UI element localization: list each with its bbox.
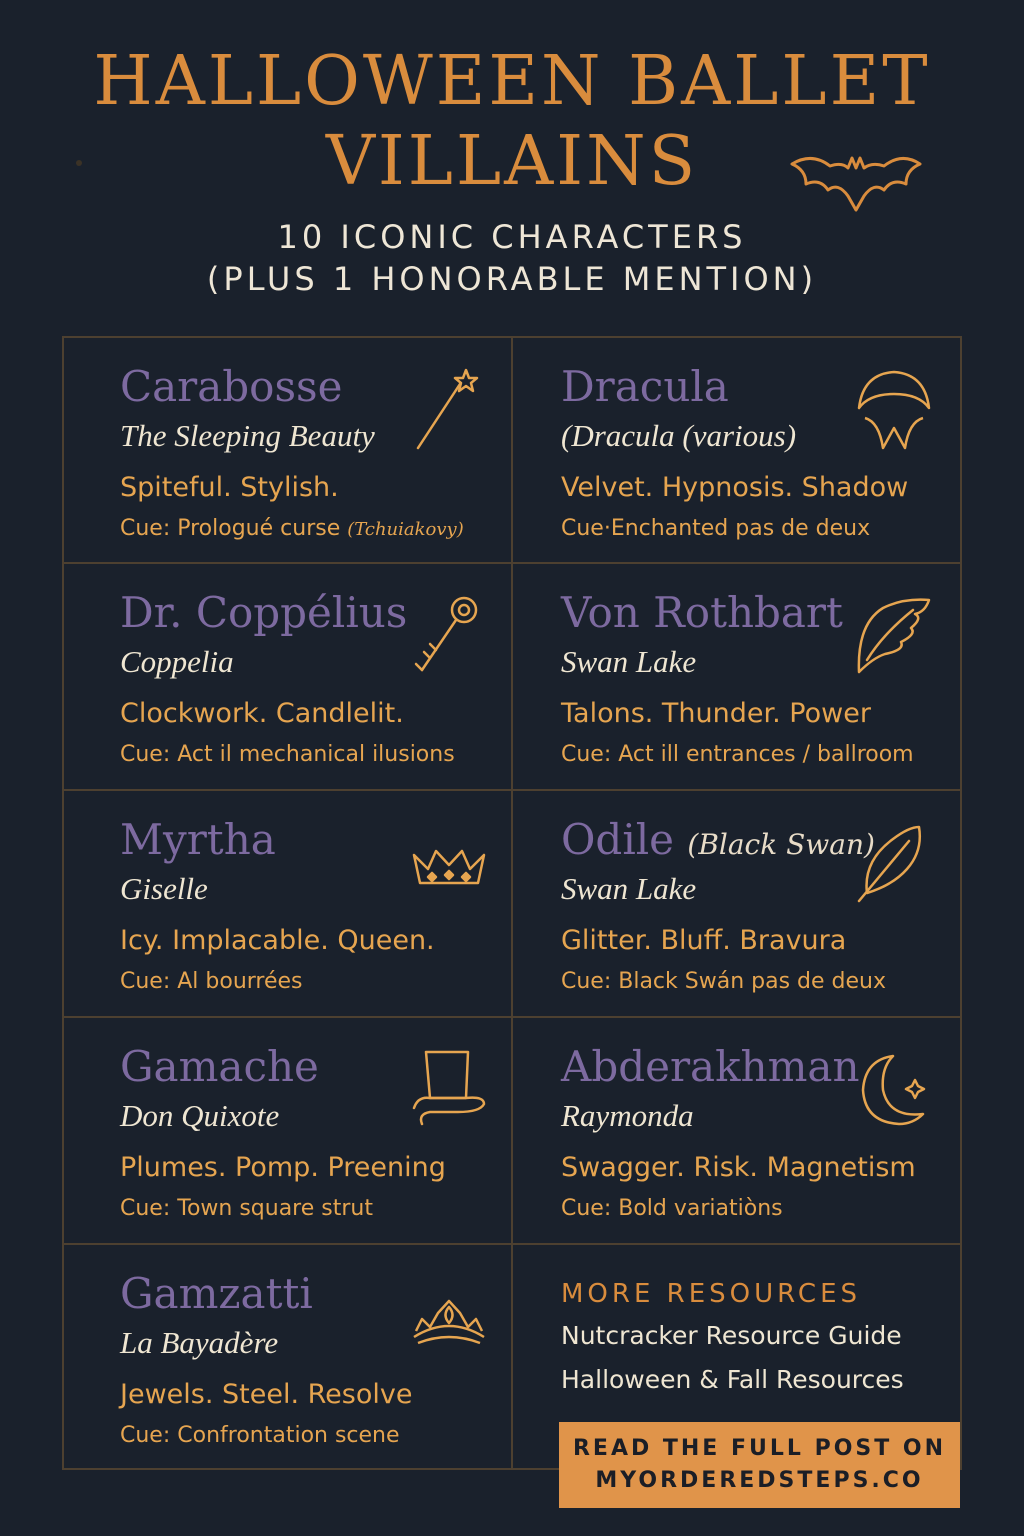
ballet-title: The Sleeping Beauty: [120, 418, 375, 453]
ballet-title: Giselle: [120, 871, 208, 906]
tiara-icon: [408, 1275, 490, 1357]
villain-name: Gamache: [120, 1042, 319, 1091]
villain-traits: Swagger. Risk. Magnetism: [561, 1152, 916, 1183]
key-icon: [408, 594, 490, 676]
villain-cue: Cue: Act ill entrances / ballroom: [561, 742, 914, 767]
villain-card-von-rothbart: [513, 564, 961, 790]
resource-link-halloween[interactable]: Halloween & Fall Resources: [561, 1365, 904, 1394]
villain-traits: Velvet. Hypnosis. Shadow: [561, 472, 909, 503]
resources-heading: MORE RESOURCES: [561, 1279, 862, 1309]
ballet-title: Raymonda: [561, 1098, 694, 1133]
villain-cue: Cue: Bold variatiòns: [561, 1196, 783, 1221]
villain-card-gamzatti: [62, 1245, 510, 1471]
villain-card-odile: [513, 791, 961, 1017]
decorative-speck: [76, 160, 82, 166]
top-hat-icon: [408, 1048, 490, 1130]
ballet-title: Don Quixote: [120, 1098, 280, 1133]
villain-card-dracula: [513, 338, 961, 564]
villain-traits: Icy. Implacable. Queen.: [120, 925, 435, 956]
bat-icon: [788, 148, 924, 214]
crescent-moon-icon: [853, 1048, 935, 1130]
cue-text: Cue: Prologué curse: [120, 516, 341, 541]
cta-line-1: READ THE FULL POST ON: [572, 1436, 947, 1461]
villain-name: Myrtha: [120, 815, 276, 864]
villain-cue: Cue: Town square strut: [120, 1196, 373, 1221]
villain-traits: Talons. Thunder. Power: [561, 698, 871, 729]
villain-name: Gamzatti: [120, 1269, 313, 1318]
cue-note: (Tchuiakovy): [347, 519, 464, 540]
villain-traits: Jewels. Steel. Resolve: [120, 1379, 413, 1410]
villain-card-gamache: [62, 1018, 510, 1244]
villain-cue: [120, 514, 464, 545]
read-full-post-button[interactable]: [559, 1422, 960, 1508]
wand-icon: [408, 368, 490, 450]
ballet-title: La Bayadère: [120, 1325, 279, 1360]
crown-icon: [408, 821, 490, 903]
fangs-icon: [853, 368, 935, 450]
villain-name: Abderakhman: [561, 1042, 860, 1091]
villain-alias: (Black Swan): [687, 828, 875, 861]
ballet-title: Coppelia: [120, 644, 234, 679]
resource-link-nutcracker[interactable]: Nutcracker Resource Guide: [561, 1321, 902, 1350]
villain-name: Carabosse: [120, 362, 343, 411]
villain-card-carabosse: [62, 338, 510, 564]
villain-name: [561, 813, 875, 872]
ballet-title: (Dracula (various): [561, 418, 797, 453]
subtitle-line-1: 10 ICONIC CHARACTERS: [277, 218, 747, 256]
villain-cue: Cue: Confrontation scene: [120, 1423, 400, 1448]
ballet-title: Swan Lake: [561, 644, 697, 679]
villain-traits: Spiteful. Stylish.: [120, 472, 339, 503]
villain-traits: Plumes. Pomp. Preening: [120, 1152, 446, 1183]
villain-cue: Cue: Act il mechanical ilusions: [120, 742, 455, 767]
title-line-2: VILLAINS: [325, 122, 699, 201]
villain-name-text: Odile: [561, 815, 675, 864]
subtitle: [0, 216, 1024, 300]
villain-card-myrtha: [62, 791, 510, 1017]
feather-icon: [853, 821, 935, 903]
wing-icon: [853, 594, 935, 676]
ballet-title: Swan Lake: [561, 871, 697, 906]
villain-traits: Glitter. Bluff. Bravura: [561, 925, 847, 956]
villain-name: Dracula: [561, 362, 729, 411]
villain-card-abderakhman: [513, 1018, 961, 1244]
villain-card-dr-coppelius: [62, 564, 510, 790]
villain-name: Von Rothbart: [561, 588, 843, 637]
subtitle-line-2: (PLUS 1 HONORABLE MENTION): [206, 260, 818, 298]
cta-line-2: MYORDEREDSTEPS.CO: [595, 1468, 924, 1493]
villain-traits: Clockwork. Candlelit.: [120, 698, 404, 729]
villain-cue: Cue·Enchanted pas de deux: [561, 516, 871, 541]
title-line-1: HALLOWEEN BALLET: [93, 42, 931, 121]
villain-name: Dr. Coppélius: [120, 588, 408, 637]
villain-cue: Cue: Black Swán pas de deux: [561, 969, 886, 994]
villain-cue: Cue: Al bourrées: [120, 969, 303, 994]
